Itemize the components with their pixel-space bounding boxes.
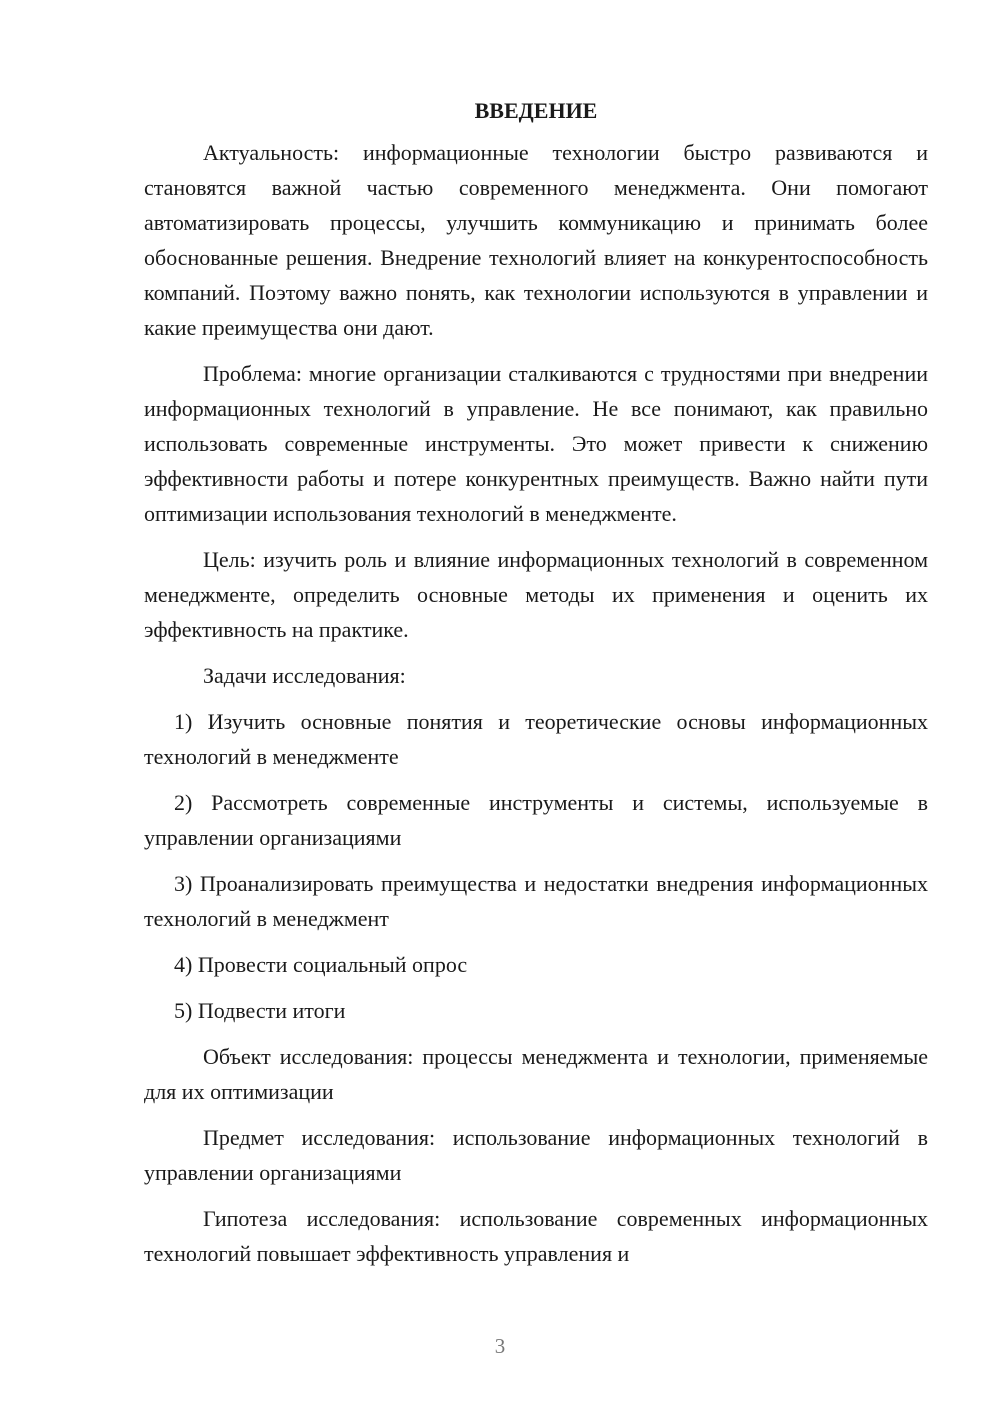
hypothesis-paragraph: Гипотеза исследования: использование современных информационных технологий повышает эффективность управления и	[144, 1206, 928, 1266]
relevance-paragraph: Актуальность: информационные технологии быстро развиваются и становятся важной частью современного менеджмента. Они помогают автоматизировать процессы, улучшить коммуникацию и принимать более обоснованные решения. Внедрение технологий влияет на конкурентоспособность компаний. Поэтому важно понять, как технологии используются в управлении и какие преимущества они дают.	[144, 140, 928, 340]
section-title: ВВЕДЕНИЕ	[474, 98, 598, 123]
task-item: 1) Изучить основные понятия и теоретические основы информационных технологий в менеджменте	[144, 709, 928, 769]
document-page	[144, 96, 928, 1282]
problem-paragraph: Проблема: многие организации сталкиваются с трудностями при внедрении информационных технологий в управление. Не все понимают, как правильно использовать современные инструменты. Это может привести к снижению эффективности работы и потере конкурентных преимуществ. Важно найти пути оптимизации использования технологий в менеджменте.	[144, 361, 928, 526]
task-item: 2) Рассмотреть современные инструменты и системы, используемые в управлении организациями	[144, 790, 928, 850]
page-number: 3	[494, 1334, 506, 1358]
goal-paragraph: Цель: изучить роль и влияние информационных технологий в современном менеджменте, определить основные методы их применения и оценить их эффективность на практике.	[144, 547, 928, 642]
subject-paragraph: Предмет исследования: использование информационных технологий в управлении организациями	[144, 1125, 928, 1185]
object-paragraph: Объект исследования: процессы менеджмента и технологии, применяемые для их оптимизации	[144, 1044, 928, 1104]
task-item: 4) Провести социальный опрос	[174, 952, 468, 977]
tasks-heading: Задачи исследования:	[203, 663, 406, 688]
task-item: 3) Проанализировать преимущества и недостатки внедрения информационных технологий в менеджмент	[144, 871, 928, 931]
task-item: 5) Подвести итоги	[174, 998, 346, 1023]
